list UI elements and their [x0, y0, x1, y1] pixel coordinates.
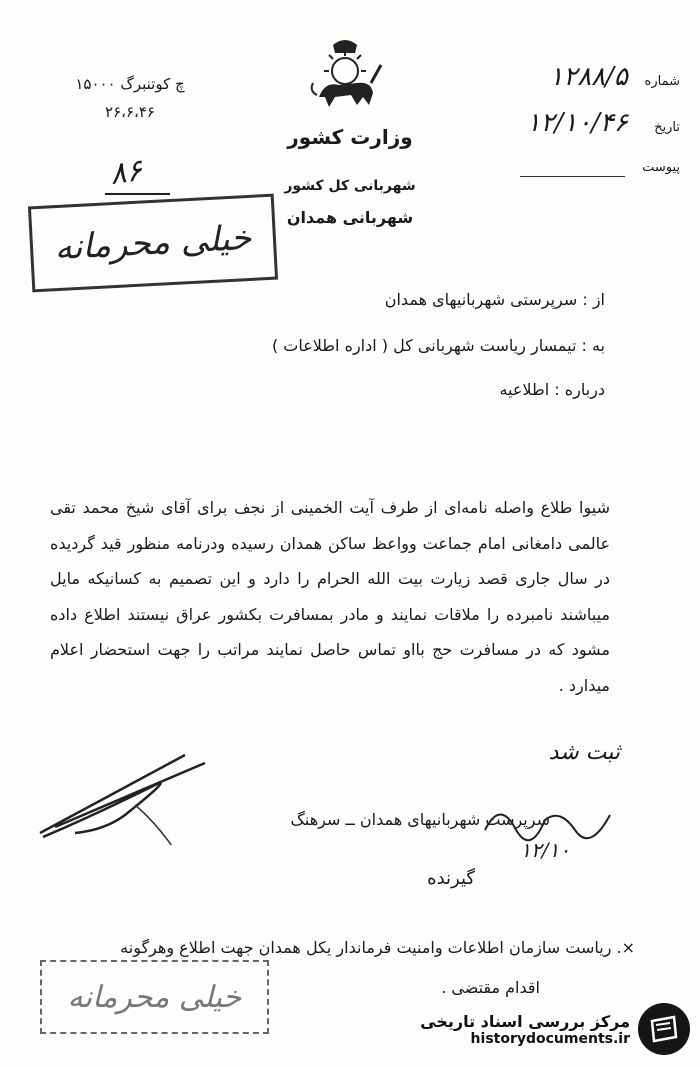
body-text: شیوا طلاع واصله نامه‌ای از طرف آیت الخمینی از نجف برای آقای شیخ محمد تقی عالمی دامغانی امام جماعت وواعظ ساکن همدان رسیده ودرنامه منظور قید گردیده در سال جاری قصد زیارت بیت الله الحرام را دارد و این تصمیم به کسانیکه مایل میباشند نامبرده را ملاقات نمایند و مادر بمسافرت بکشور عراق نیستند اطلاع داده مشود که در مسافرت حج بااو تماس حاصل نمایند مراتب را جهت استحضار اعلام میدارد . — [50, 498, 610, 695]
cc-line-2: اقدام مقتضی . — [441, 978, 540, 997]
subject-line: درباره : اطلاعیه — [499, 380, 605, 399]
signatory-line: سرپرست شهربانیهای همدان ــ سرهنگ — [290, 810, 550, 829]
number-label: شماره — [644, 74, 680, 89]
lion-and-sun-emblem-icon — [305, 35, 385, 115]
date-label: تاریخ — [654, 120, 680, 135]
handwritten-date: ۱۲/۱۰ — [520, 838, 570, 862]
watermark-title: مرکز بررسی اسناد تاریخی — [420, 1011, 630, 1031]
date-value: ۱۲/۱۰/۴۶ — [526, 108, 628, 138]
handwritten-number: ۸۶ — [107, 152, 145, 193]
print-line-1: چ کوتنبرگ ۱۵۰۰۰ — [75, 75, 185, 93]
print-info — [60, 70, 200, 126]
handwritten-note: ثبت شد — [548, 740, 620, 765]
underline — [105, 193, 170, 195]
confidential-stamp-faded: خیلی محرمانه — [40, 960, 269, 1034]
number-value: ۱۲۸۸/۵ — [549, 62, 628, 92]
attachment-line — [520, 176, 625, 177]
date-row — [460, 108, 680, 138]
to-line: به : تیمسار ریاست شهربانی کل ( اداره اطلاعات ) — [271, 336, 605, 355]
cc-line-1: ×. ریاست سازمان اطلاعات وامنیت فرماندار یکل همدان جهت اطلاع وهرگونه — [120, 938, 635, 957]
police-general: شهربانی کل کشور — [284, 178, 416, 194]
receiver-label: گیرنده — [427, 868, 475, 889]
number-row — [460, 62, 680, 92]
signature-scribble-icon — [35, 745, 235, 845]
attachment-label: پیوست — [642, 160, 680, 175]
police-hamadan: شهربانی همدان — [286, 208, 414, 227]
from-line: از : سرپرستی شهربانیهای همدان — [384, 290, 605, 309]
print-line-2: ۲۶،۶،۴۶ — [105, 103, 155, 121]
handwritten-signature-icon — [480, 790, 630, 850]
archive-logo-icon — [638, 1003, 690, 1055]
confidential-stamp: خیلی محرمانه — [28, 194, 278, 293]
watermark-url: historydocuments.ir — [470, 1030, 630, 1047]
watermark — [420, 1003, 690, 1055]
ministry-name: وزارت کشور — [287, 125, 413, 149]
attachment-row — [460, 160, 680, 175]
